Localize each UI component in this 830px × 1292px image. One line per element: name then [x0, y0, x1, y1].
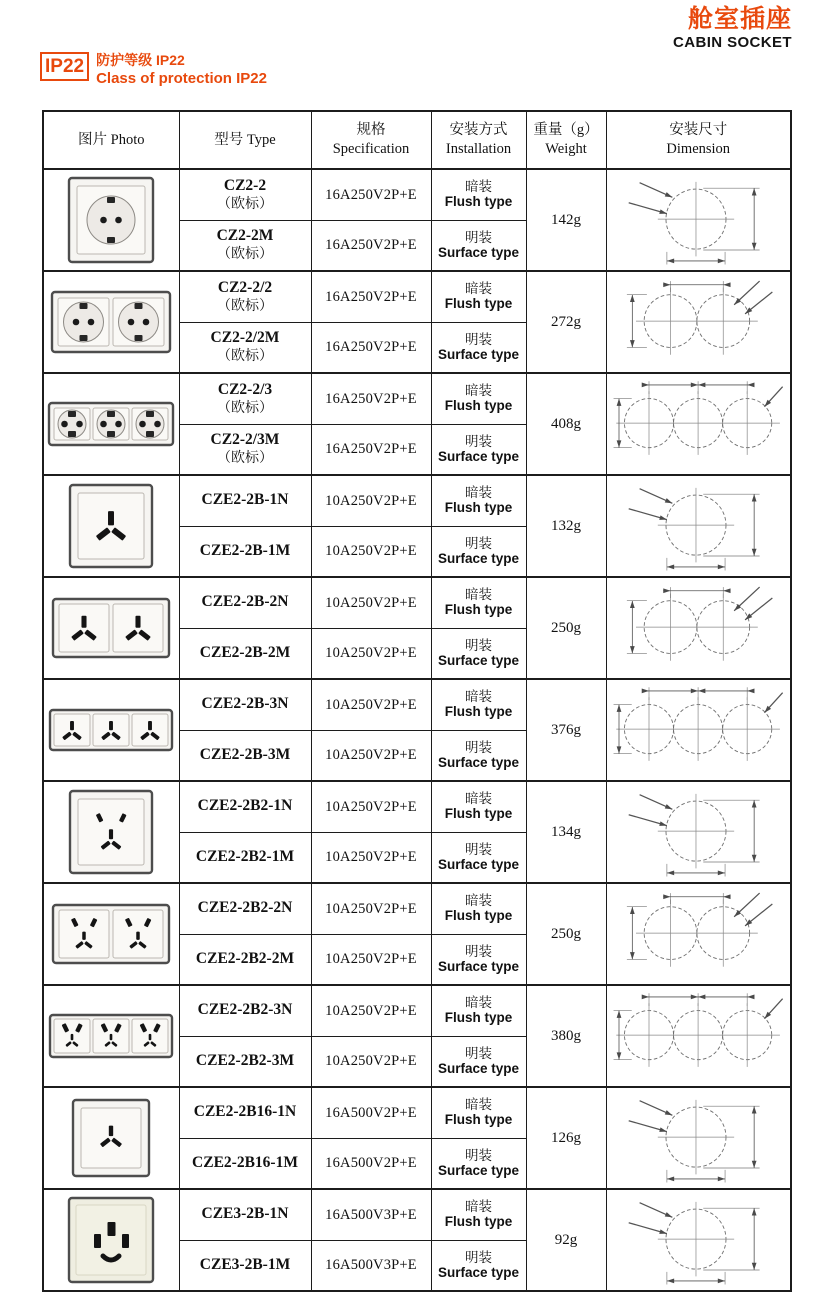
specification-cell: 10A250V2P+E — [311, 475, 431, 526]
dimension-cell — [606, 373, 791, 475]
installation-cell: 明装 Surface type — [431, 628, 526, 679]
specification-cell: 10A250V2P+E — [311, 577, 431, 628]
eu-socket-single-photo — [67, 176, 155, 264]
specification-cell: 10A250V2P+E — [311, 526, 431, 577]
dimension-cell — [606, 1189, 791, 1291]
installation-cell: 明装 Surface type — [431, 424, 526, 475]
dimension-diagram — [607, 680, 791, 780]
product-row — [43, 373, 791, 424]
specification-cell: 10A250V2P+E — [311, 781, 431, 832]
product-row — [43, 475, 791, 526]
protection-label-chinese: 防护等级 IP22 — [96, 52, 185, 68]
type-cell: CZE2-2B16-1M — [179, 1138, 311, 1189]
installation-cell: 明装 Surface type — [431, 730, 526, 781]
page-title-chinese: 舱室插座 — [687, 5, 792, 33]
col-header-dimension: 安装尺寸 Dimension — [606, 111, 791, 169]
dimension-cell — [606, 271, 791, 373]
product-photo-cell — [43, 577, 179, 679]
specification-cell: 16A250V2P+E — [311, 169, 431, 220]
specification-cell: 10A250V2P+E — [311, 832, 431, 883]
product-row — [43, 577, 791, 628]
dimension-diagram — [615, 170, 781, 270]
product-photo-cell — [43, 679, 179, 781]
installation-cell: 明装 Surface type — [431, 322, 526, 373]
installation-cell: 明装 Surface type — [431, 934, 526, 985]
type-cell: CZE2-2B2-2N — [179, 883, 311, 934]
installation-cell: 暗装 Flush type — [431, 271, 526, 322]
type-cell: CZ2-2M （欧标） — [179, 220, 311, 271]
type-cell: CZE2-2B2-3M — [179, 1036, 311, 1087]
installation-cell: 明装 Surface type — [431, 220, 526, 271]
dimension-cell — [606, 679, 791, 781]
specification-cell: 16A500V3P+E — [311, 1240, 431, 1291]
protection-label-english: Class of protection IP22 — [96, 69, 267, 87]
type-cell: CZE2-2B2-3N — [179, 985, 311, 1036]
type-cell: CZ2-2/2M （欧标） — [179, 322, 311, 373]
dimension-cell — [606, 169, 791, 271]
dimension-diagram — [615, 782, 781, 882]
weight-cell: 134g — [526, 781, 606, 883]
b16-socket-single-photo — [71, 1098, 151, 1178]
weight-cell: 126g — [526, 1087, 606, 1189]
col-header-weight: 重量（g） Weight — [526, 111, 606, 169]
type-cell: CZ2-2/3 （欧标） — [179, 373, 311, 424]
page-title-block — [673, 6, 792, 51]
installation-cell: 暗装 Flush type — [431, 679, 526, 730]
weight-cell: 142g — [526, 169, 606, 271]
weight-cell: 376g — [526, 679, 606, 781]
installation-cell: 暗装 Flush type — [431, 1087, 526, 1138]
specification-cell: 10A250V2P+E — [311, 1036, 431, 1087]
product-row — [43, 781, 791, 832]
installation-cell: 明装 Surface type — [431, 526, 526, 577]
type-cell: CZE3-2B-1M — [179, 1240, 311, 1291]
specification-cell: 10A250V2P+E — [311, 730, 431, 781]
installation-cell: 明装 Surface type — [431, 1138, 526, 1189]
page-title-english: CABIN SOCKET — [673, 33, 792, 51]
col-header-installation: 安装方式 Installation — [431, 111, 526, 169]
weight-cell: 92g — [526, 1189, 606, 1291]
installation-cell: 暗装 Flush type — [431, 985, 526, 1036]
specification-cell: 16A250V2P+E — [311, 322, 431, 373]
five-hole-socket-single-photo — [68, 789, 154, 875]
type-cell: CZE2-2B16-1N — [179, 1087, 311, 1138]
col-header-type: 型号 Type — [179, 111, 311, 169]
product-row — [43, 883, 791, 934]
col-header-photo: 图片 Photo — [43, 111, 179, 169]
product-photo-cell — [43, 475, 179, 577]
dimension-diagram — [607, 986, 791, 1086]
weight-cell: 380g — [526, 985, 606, 1087]
specification-cell: 10A250V2P+E — [311, 934, 431, 985]
protection-class-block — [40, 52, 267, 88]
cze3-socket-single-photo — [67, 1196, 155, 1284]
product-photo-cell — [43, 883, 179, 985]
product-row — [43, 169, 791, 220]
installation-cell: 暗装 Flush type — [431, 475, 526, 526]
type-cell: CZ2-2/2 （欧标） — [179, 271, 311, 322]
type-cell: CZ2-2/3M （欧标） — [179, 424, 311, 475]
type-cell: CZE2-2B2-1N — [179, 781, 311, 832]
dimension-cell — [606, 577, 791, 679]
specification-cell: 10A250V2P+E — [311, 679, 431, 730]
type-cell: CZE2-2B2-1M — [179, 832, 311, 883]
product-row — [43, 1087, 791, 1138]
universal-socket-triple-photo — [48, 708, 174, 752]
dimension-diagram — [615, 272, 781, 372]
installation-cell: 暗装 Flush type — [431, 577, 526, 628]
product-photo-cell — [43, 1087, 179, 1189]
specification-cell: 16A250V2P+E — [311, 373, 431, 424]
col-header-specification: 规格 Specification — [311, 111, 431, 169]
specification-cell: 16A500V2P+E — [311, 1138, 431, 1189]
product-row — [43, 271, 791, 322]
product-table — [42, 110, 792, 1292]
installation-cell: 明装 Surface type — [431, 1240, 526, 1291]
specification-cell: 10A250V2P+E — [311, 883, 431, 934]
dimension-diagram — [615, 578, 781, 678]
weight-cell: 272g — [526, 271, 606, 373]
type-cell: CZE2-2B-1N — [179, 475, 311, 526]
type-cell: CZE2-2B-1M — [179, 526, 311, 577]
installation-cell: 暗装 Flush type — [431, 1189, 526, 1240]
product-row — [43, 1189, 791, 1240]
product-row — [43, 679, 791, 730]
product-row — [43, 985, 791, 1036]
dimension-cell — [606, 781, 791, 883]
installation-cell: 暗装 Flush type — [431, 883, 526, 934]
specification-cell: 16A250V2P+E — [311, 271, 431, 322]
weight-cell: 132g — [526, 475, 606, 577]
dimension-diagram — [607, 374, 791, 474]
weight-cell: 250g — [526, 883, 606, 985]
specification-cell: 10A250V2P+E — [311, 985, 431, 1036]
universal-socket-double-photo — [51, 597, 171, 659]
specification-cell: 16A250V2P+E — [311, 424, 431, 475]
product-photo-cell — [43, 169, 179, 271]
specification-cell: 16A250V2P+E — [311, 220, 431, 271]
dimension-cell — [606, 1087, 791, 1189]
type-cell: CZE3-2B-1N — [179, 1189, 311, 1240]
product-photo-cell — [43, 985, 179, 1087]
specification-cell: 16A500V2P+E — [311, 1087, 431, 1138]
product-photo-cell — [43, 271, 179, 373]
product-photo-cell — [43, 373, 179, 475]
type-cell: CZE2-2B2-2M — [179, 934, 311, 985]
table-header-row — [43, 111, 791, 169]
type-cell: CZE2-2B-3M — [179, 730, 311, 781]
dimension-diagram — [615, 476, 781, 576]
product-photo-cell — [43, 1189, 179, 1291]
weight-cell: 408g — [526, 373, 606, 475]
dimension-cell — [606, 883, 791, 985]
installation-cell: 暗装 Flush type — [431, 781, 526, 832]
five-hole-socket-double-photo — [51, 903, 171, 965]
specification-cell: 10A250V2P+E — [311, 628, 431, 679]
type-cell: CZE2-2B-2M — [179, 628, 311, 679]
product-photo-cell — [43, 781, 179, 883]
installation-cell: 暗装 Flush type — [431, 373, 526, 424]
installation-cell: 明装 Surface type — [431, 832, 526, 883]
dimension-diagram — [615, 884, 781, 984]
ip22-badge: IP22 — [40, 52, 89, 81]
installation-cell: 暗装 Flush type — [431, 169, 526, 220]
dimension-diagram — [615, 1088, 781, 1188]
dimension-cell — [606, 985, 791, 1087]
eu-socket-triple-photo — [47, 401, 175, 447]
weight-cell: 250g — [526, 577, 606, 679]
dimension-diagram — [615, 1190, 781, 1290]
installation-cell: 明装 Surface type — [431, 1036, 526, 1087]
dimension-cell — [606, 475, 791, 577]
type-cell: CZE2-2B-2N — [179, 577, 311, 628]
type-cell: CZ2-2 （欧标） — [179, 169, 311, 220]
specification-cell: 16A500V3P+E — [311, 1189, 431, 1240]
universal-socket-single-photo — [68, 483, 154, 569]
type-cell: CZE2-2B-3N — [179, 679, 311, 730]
eu-socket-double-photo — [50, 290, 172, 354]
five-hole-socket-triple-photo — [48, 1013, 174, 1059]
